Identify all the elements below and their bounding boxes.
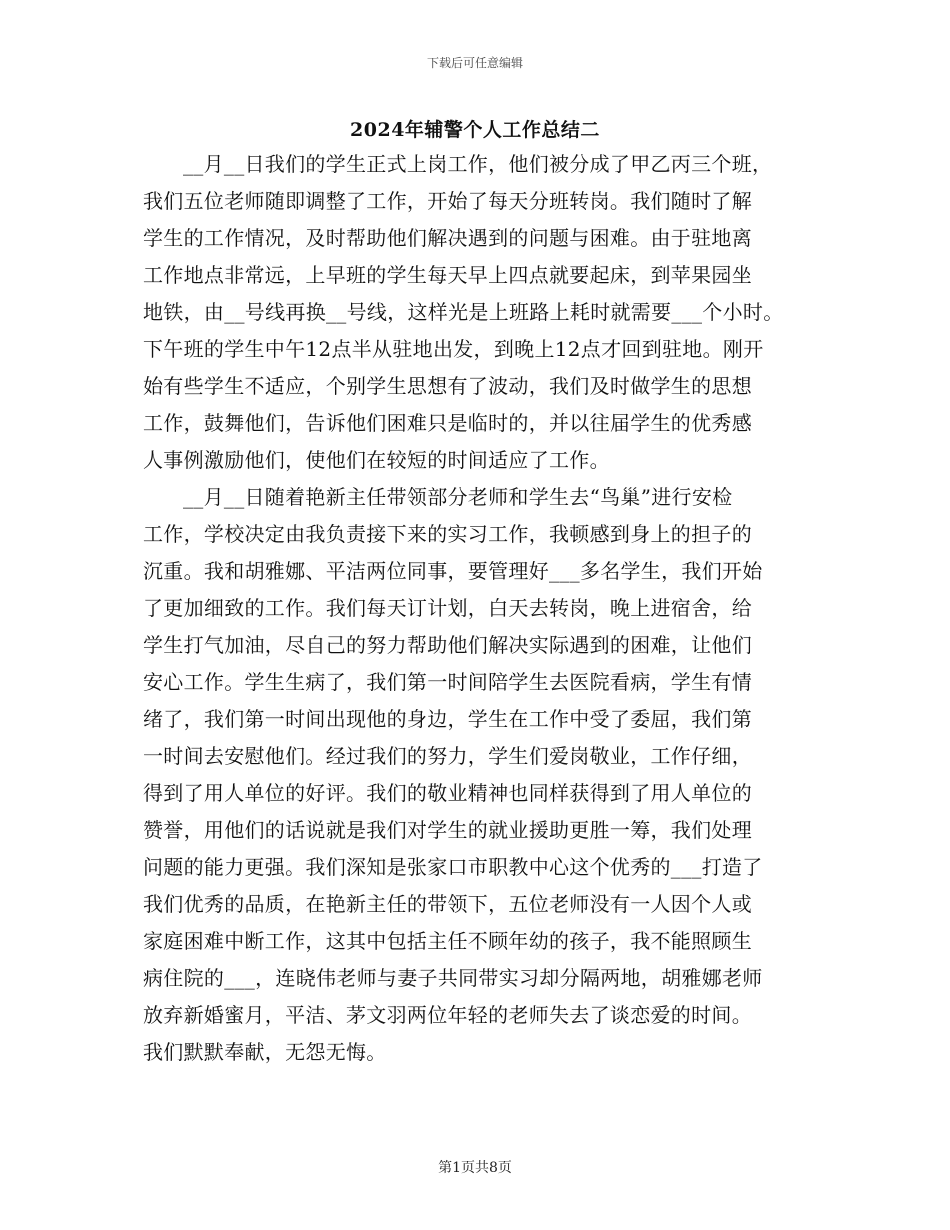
paragraph-line: 工作，学校决定由我负责接下来的实习工作，我顿感到身上的担子的: [143, 522, 752, 546]
paragraph-line: 学生的工作情况，及时帮助他们解决遇到的问题与困难。由于驻地离: [143, 226, 752, 250]
paragraph-line: 赞誉，用他们的话说就是我们对学生的就业援助更胜一筹，我们处理: [143, 818, 752, 842]
paragraph-line: 工作地点非常远，上早班的学生每天早上四点就要起床，到苹果园坐: [143, 263, 752, 287]
document-title: 2024年辅警个人工作总结二: [350, 119, 600, 141]
page-header-note: 下载后可任意编辑: [426, 56, 523, 70]
paragraph-line: 一时间去安慰他们。经过我们的努力，学生们爱岗敬业，工作仔细，: [143, 744, 752, 768]
document-body: [143, 146, 823, 1071]
page-number: 第1页共8页: [438, 1160, 512, 1176]
paragraph-line: 我们五位老师随即调整了工作，开始了每天分班转岗。我们随时了解: [143, 189, 752, 213]
paragraph-line: 工作，鼓舞他们，告诉他们困难只是临时的，并以往届学生的优秀感: [143, 411, 752, 435]
paragraph-line: 我们默默奉献，无怨无悔。: [143, 1040, 387, 1064]
paragraph-line: 我们优秀的品质，在艳新主任的带领下，五位老师没有一人因个人或: [143, 892, 752, 916]
paragraph-line: 绪了，我们第一时间出现他的身边，学生在工作中受了委屈，我们第: [143, 707, 752, 731]
paragraph-line: 了更加细致的工作。我们每天订计划，白天去转岗，晚上进宿舍，给: [143, 596, 752, 620]
paragraph-line: 放弃新婚蜜月，平洁、茅文羽两位年轻的老师失去了谈恋爱的时间。: [143, 1003, 752, 1027]
paragraph-line: 学生打气加油，尽自己的努力帮助他们解决实际遇到的困难，让他们: [143, 633, 752, 657]
paragraph-line: __月__日我们的学生正式上岗工作，他们被分成了甲乙丙三个班，: [183, 152, 773, 176]
paragraph-line: 病住院的___，连晓伟老师与妻子共同带实习却分隔两地，胡雅娜老师: [143, 966, 763, 990]
paragraph-line: __月__日随着艳新主任带领部分老师和学生去“鸟巢”进行安检: [183, 485, 733, 509]
paragraph-line: 地铁，由__号线再换__号线，这样光是上班路上耗时就需要___个小时。: [143, 300, 784, 324]
paragraph-line: 家庭困难中断工作，这其中包括主任不顾年幼的孩子，我不能照顾生: [143, 929, 752, 953]
paragraph-line: 人事例激励他们，使他们在较短的时间适应了工作。: [143, 448, 610, 472]
paragraph-line: 安心工作。学生生病了，我们第一时间陪学生去医院看病，学生有情: [143, 670, 752, 694]
paragraph-line: 始有些学生不适应，个别学生思想有了波动，我们及时做学生的思想: [143, 374, 752, 398]
paragraph-line: 问题的能力更强。我们深知是张家口市职教中心这个优秀的___打造了: [143, 855, 763, 879]
paragraph-line: 下午班的学生中午12点半从驻地出发，到晚上12点才回到驻地。刚开: [143, 337, 764, 361]
paragraph-line: 得到了用人单位的好评。我们的敬业精神也同样获得到了用人单位的: [143, 781, 752, 805]
paragraph-line: 沉重。我和胡雅娜、平洁两位同事，要管理好___多名学生，我们开始: [143, 559, 763, 583]
